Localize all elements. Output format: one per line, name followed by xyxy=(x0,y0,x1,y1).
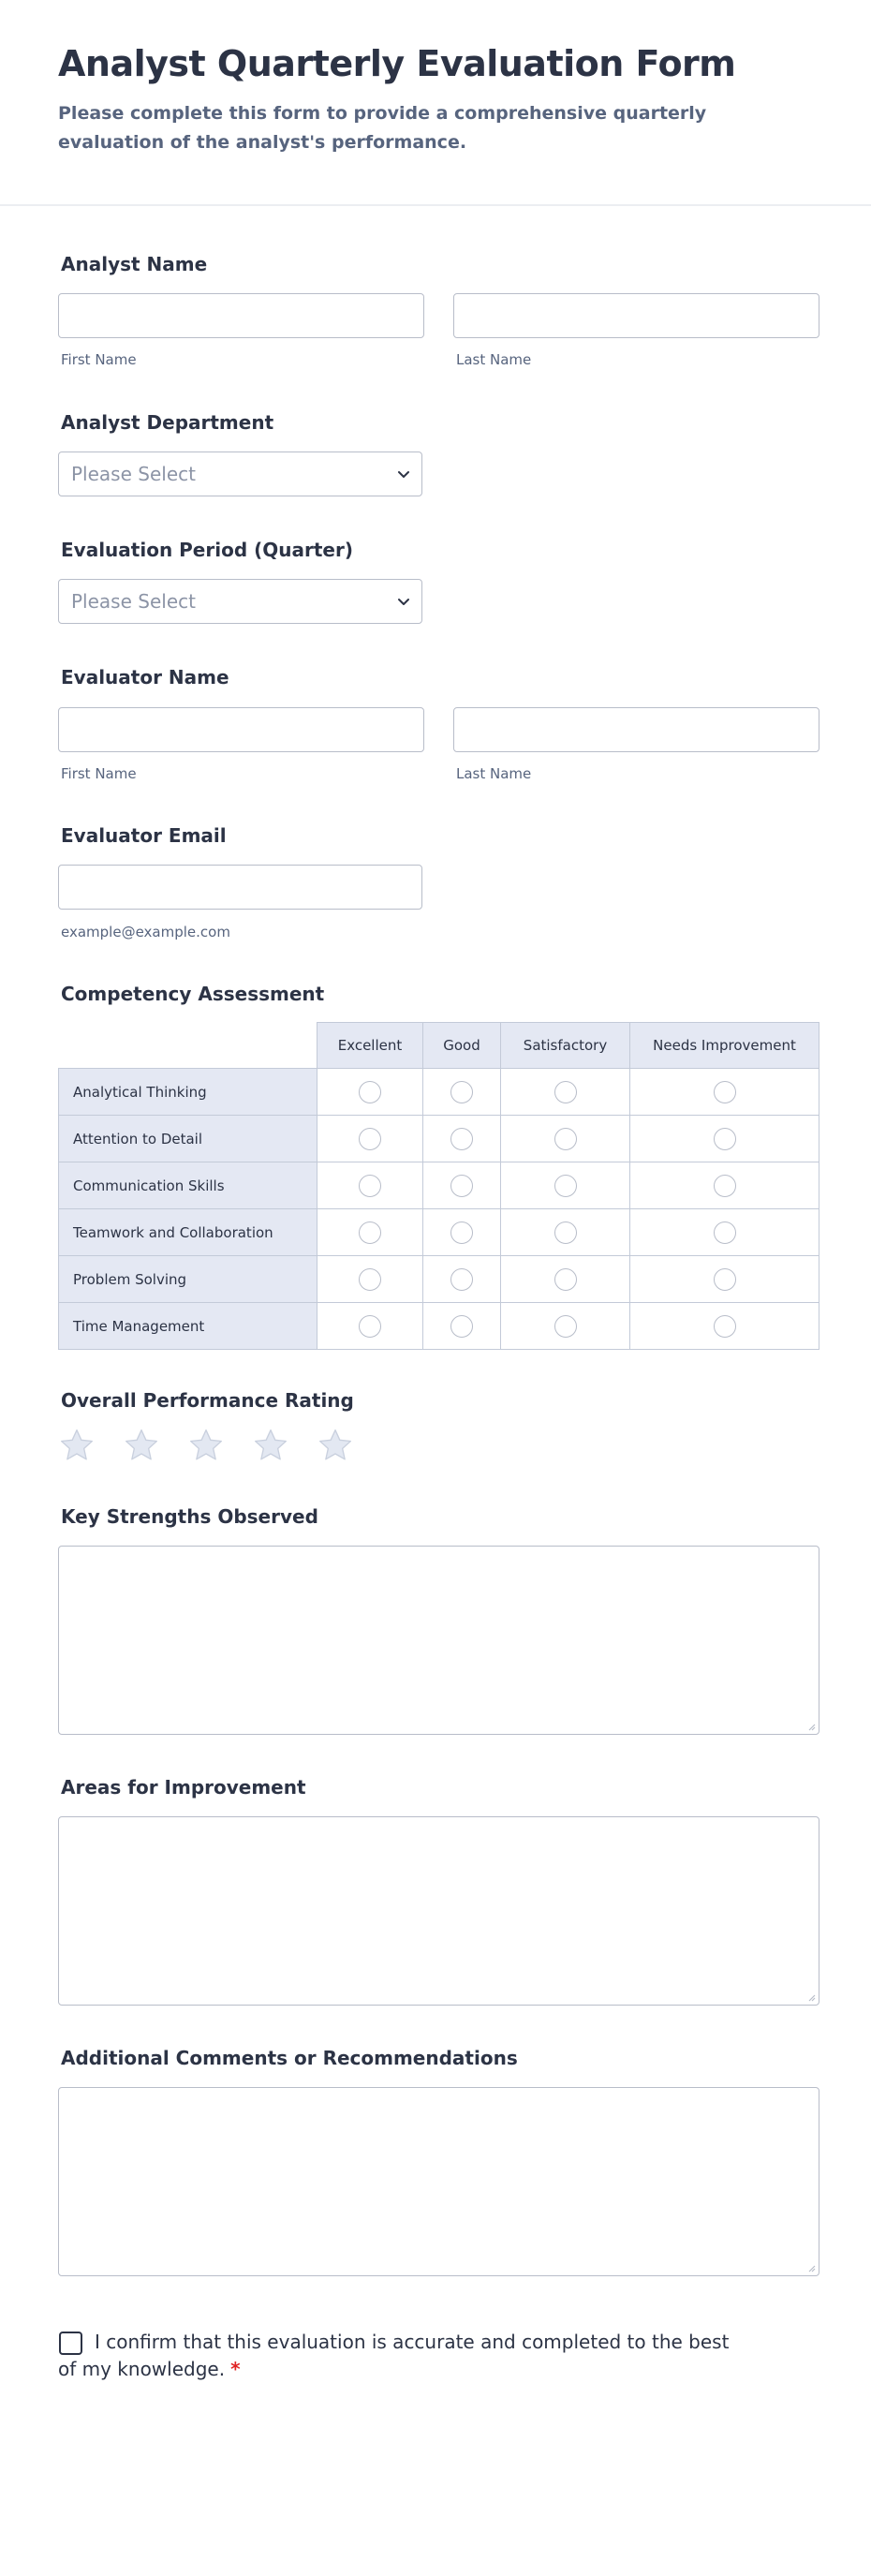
radio-button[interactable] xyxy=(450,1221,473,1244)
analyst-name-label: Analyst Name xyxy=(61,253,208,275)
matrix-row xyxy=(59,1256,819,1303)
matrix-cell xyxy=(317,1256,423,1303)
confirmation-text xyxy=(58,2329,732,2383)
matrix-row xyxy=(59,1209,819,1256)
radio-button[interactable] xyxy=(554,1315,577,1338)
radio-button[interactable] xyxy=(450,1081,473,1103)
analyst-last-name-input[interactable] xyxy=(453,293,819,338)
radio-button[interactable] xyxy=(450,1175,473,1197)
matrix-cell xyxy=(317,1069,423,1116)
matrix-cell xyxy=(423,1116,501,1162)
matrix-cell xyxy=(317,1162,423,1209)
matrix-cell xyxy=(501,1116,630,1162)
radio-button[interactable] xyxy=(714,1268,736,1291)
matrix-row xyxy=(59,1069,819,1116)
header-divider xyxy=(0,204,871,206)
matrix-cell xyxy=(501,1303,630,1350)
radio-button[interactable] xyxy=(359,1268,381,1291)
form-description: Please complete this form to provide a comprehensive quarterly evaluation of the analyst's performance. xyxy=(58,103,707,153)
radio-button[interactable] xyxy=(450,1268,473,1291)
radio-button[interactable] xyxy=(359,1221,381,1244)
matrix-cell xyxy=(423,1069,501,1116)
matrix-row-label: Communication Skills xyxy=(59,1162,317,1209)
competency-assessment-label: Competency Assessment xyxy=(61,983,325,1005)
radio-button[interactable] xyxy=(714,1221,736,1244)
resize-grip-icon[interactable] xyxy=(806,2263,816,2273)
analyst-last-name-sublabel: Last Name xyxy=(456,351,532,368)
matrix-cell xyxy=(317,1116,423,1162)
evaluator-name-label: Evaluator Name xyxy=(61,666,229,688)
resize-grip-icon[interactable] xyxy=(806,1722,816,1731)
additional-comments-label: Additional Comments or Recommendations xyxy=(61,2047,518,2069)
radio-button[interactable] xyxy=(714,1081,736,1103)
evaluator-first-name-input[interactable] xyxy=(58,707,424,752)
evaluation-period-placeholder: Please Select xyxy=(71,590,196,613)
matrix-cell xyxy=(317,1209,423,1256)
evaluator-email-input[interactable] xyxy=(58,865,422,910)
matrix-row-label: Teamwork and Collaboration xyxy=(59,1209,317,1256)
analyst-department-placeholder: Please Select xyxy=(71,463,196,485)
radio-button[interactable] xyxy=(554,1175,577,1197)
star-icon[interactable] xyxy=(187,1427,225,1464)
matrix-cell xyxy=(630,1116,819,1162)
radio-button[interactable] xyxy=(359,1128,381,1150)
star-icon[interactable] xyxy=(123,1427,160,1464)
evaluator-email-label: Evaluator Email xyxy=(61,824,227,847)
radio-button[interactable] xyxy=(359,1175,381,1197)
matrix-cell xyxy=(501,1069,630,1116)
analyst-first-name-sublabel: First Name xyxy=(61,351,137,368)
radio-button[interactable] xyxy=(554,1128,577,1150)
additional-comments-textarea[interactable] xyxy=(58,2087,819,2276)
evaluator-last-name-input[interactable] xyxy=(453,707,819,752)
required-asterisk: * xyxy=(230,2358,241,2380)
key-strengths-label: Key Strengths Observed xyxy=(61,1505,318,1528)
matrix-cell xyxy=(630,1209,819,1256)
star-icon[interactable] xyxy=(58,1427,96,1464)
matrix-cell xyxy=(630,1069,819,1116)
matrix-cell xyxy=(423,1256,501,1303)
radio-button[interactable] xyxy=(554,1221,577,1244)
analyst-first-name-input[interactable] xyxy=(58,293,424,338)
matrix-cell xyxy=(630,1303,819,1350)
competency-matrix xyxy=(58,1022,819,1350)
star-icon[interactable] xyxy=(252,1427,289,1464)
matrix-row-label: Time Management xyxy=(59,1303,317,1350)
confirmation-label: I confirm that this evaluation is accurate and completed to the best of my knowledge. xyxy=(58,2331,730,2380)
evaluator-email-sublabel: example@example.com xyxy=(61,924,230,940)
radio-button[interactable] xyxy=(714,1315,736,1338)
radio-button[interactable] xyxy=(359,1315,381,1338)
matrix-cell xyxy=(630,1256,819,1303)
matrix-cell xyxy=(423,1209,501,1256)
form-title: Analyst Quarterly Evaluation Form xyxy=(58,43,736,84)
matrix-row xyxy=(59,1162,819,1209)
radio-button[interactable] xyxy=(554,1081,577,1103)
areas-improvement-label: Areas for Improvement xyxy=(61,1776,306,1799)
analyst-department-label: Analyst Department xyxy=(61,411,274,434)
matrix-row-label: Analytical Thinking xyxy=(59,1069,317,1116)
confirmation-checkbox[interactable] xyxy=(59,2332,82,2355)
radio-button[interactable] xyxy=(450,1128,473,1150)
matrix-cell xyxy=(501,1256,630,1303)
matrix-col-good: Good xyxy=(423,1023,501,1069)
evaluator-first-name-sublabel: First Name xyxy=(61,765,137,782)
matrix-col-excellent: Excellent xyxy=(317,1023,423,1069)
matrix-col-needs-improvement: Needs Improvement xyxy=(630,1023,819,1069)
matrix-cell xyxy=(501,1209,630,1256)
matrix-col-satisfactory: Satisfactory xyxy=(501,1023,630,1069)
resize-grip-icon[interactable] xyxy=(806,1992,816,2002)
matrix-row-label: Problem Solving xyxy=(59,1256,317,1303)
radio-button[interactable] xyxy=(714,1128,736,1150)
matrix-cell xyxy=(501,1162,630,1209)
matrix-row xyxy=(59,1303,819,1350)
radio-button[interactable] xyxy=(714,1175,736,1197)
matrix-cell xyxy=(630,1162,819,1209)
chevron-down-icon xyxy=(395,466,412,482)
radio-button[interactable] xyxy=(554,1268,577,1291)
evaluator-last-name-sublabel: Last Name xyxy=(456,765,532,782)
radio-button[interactable] xyxy=(450,1315,473,1338)
key-strengths-textarea[interactable] xyxy=(58,1546,819,1735)
matrix-corner xyxy=(59,1023,317,1069)
matrix-row-label: Attention to Detail xyxy=(59,1116,317,1162)
radio-button[interactable] xyxy=(359,1081,381,1103)
matrix-header-row xyxy=(59,1023,819,1069)
chevron-down-icon xyxy=(395,593,412,610)
areas-improvement-textarea[interactable] xyxy=(58,1816,819,2006)
matrix-cell xyxy=(317,1303,423,1350)
matrix-cell xyxy=(423,1303,501,1350)
analyst-department-select[interactable] xyxy=(58,452,422,496)
star-icon[interactable] xyxy=(317,1427,354,1464)
evaluation-period-label: Evaluation Period (Quarter) xyxy=(61,539,353,561)
matrix-row xyxy=(59,1116,819,1162)
evaluation-period-select[interactable] xyxy=(58,579,422,624)
matrix-cell xyxy=(423,1162,501,1209)
overall-rating-label: Overall Performance Rating xyxy=(61,1389,354,1412)
